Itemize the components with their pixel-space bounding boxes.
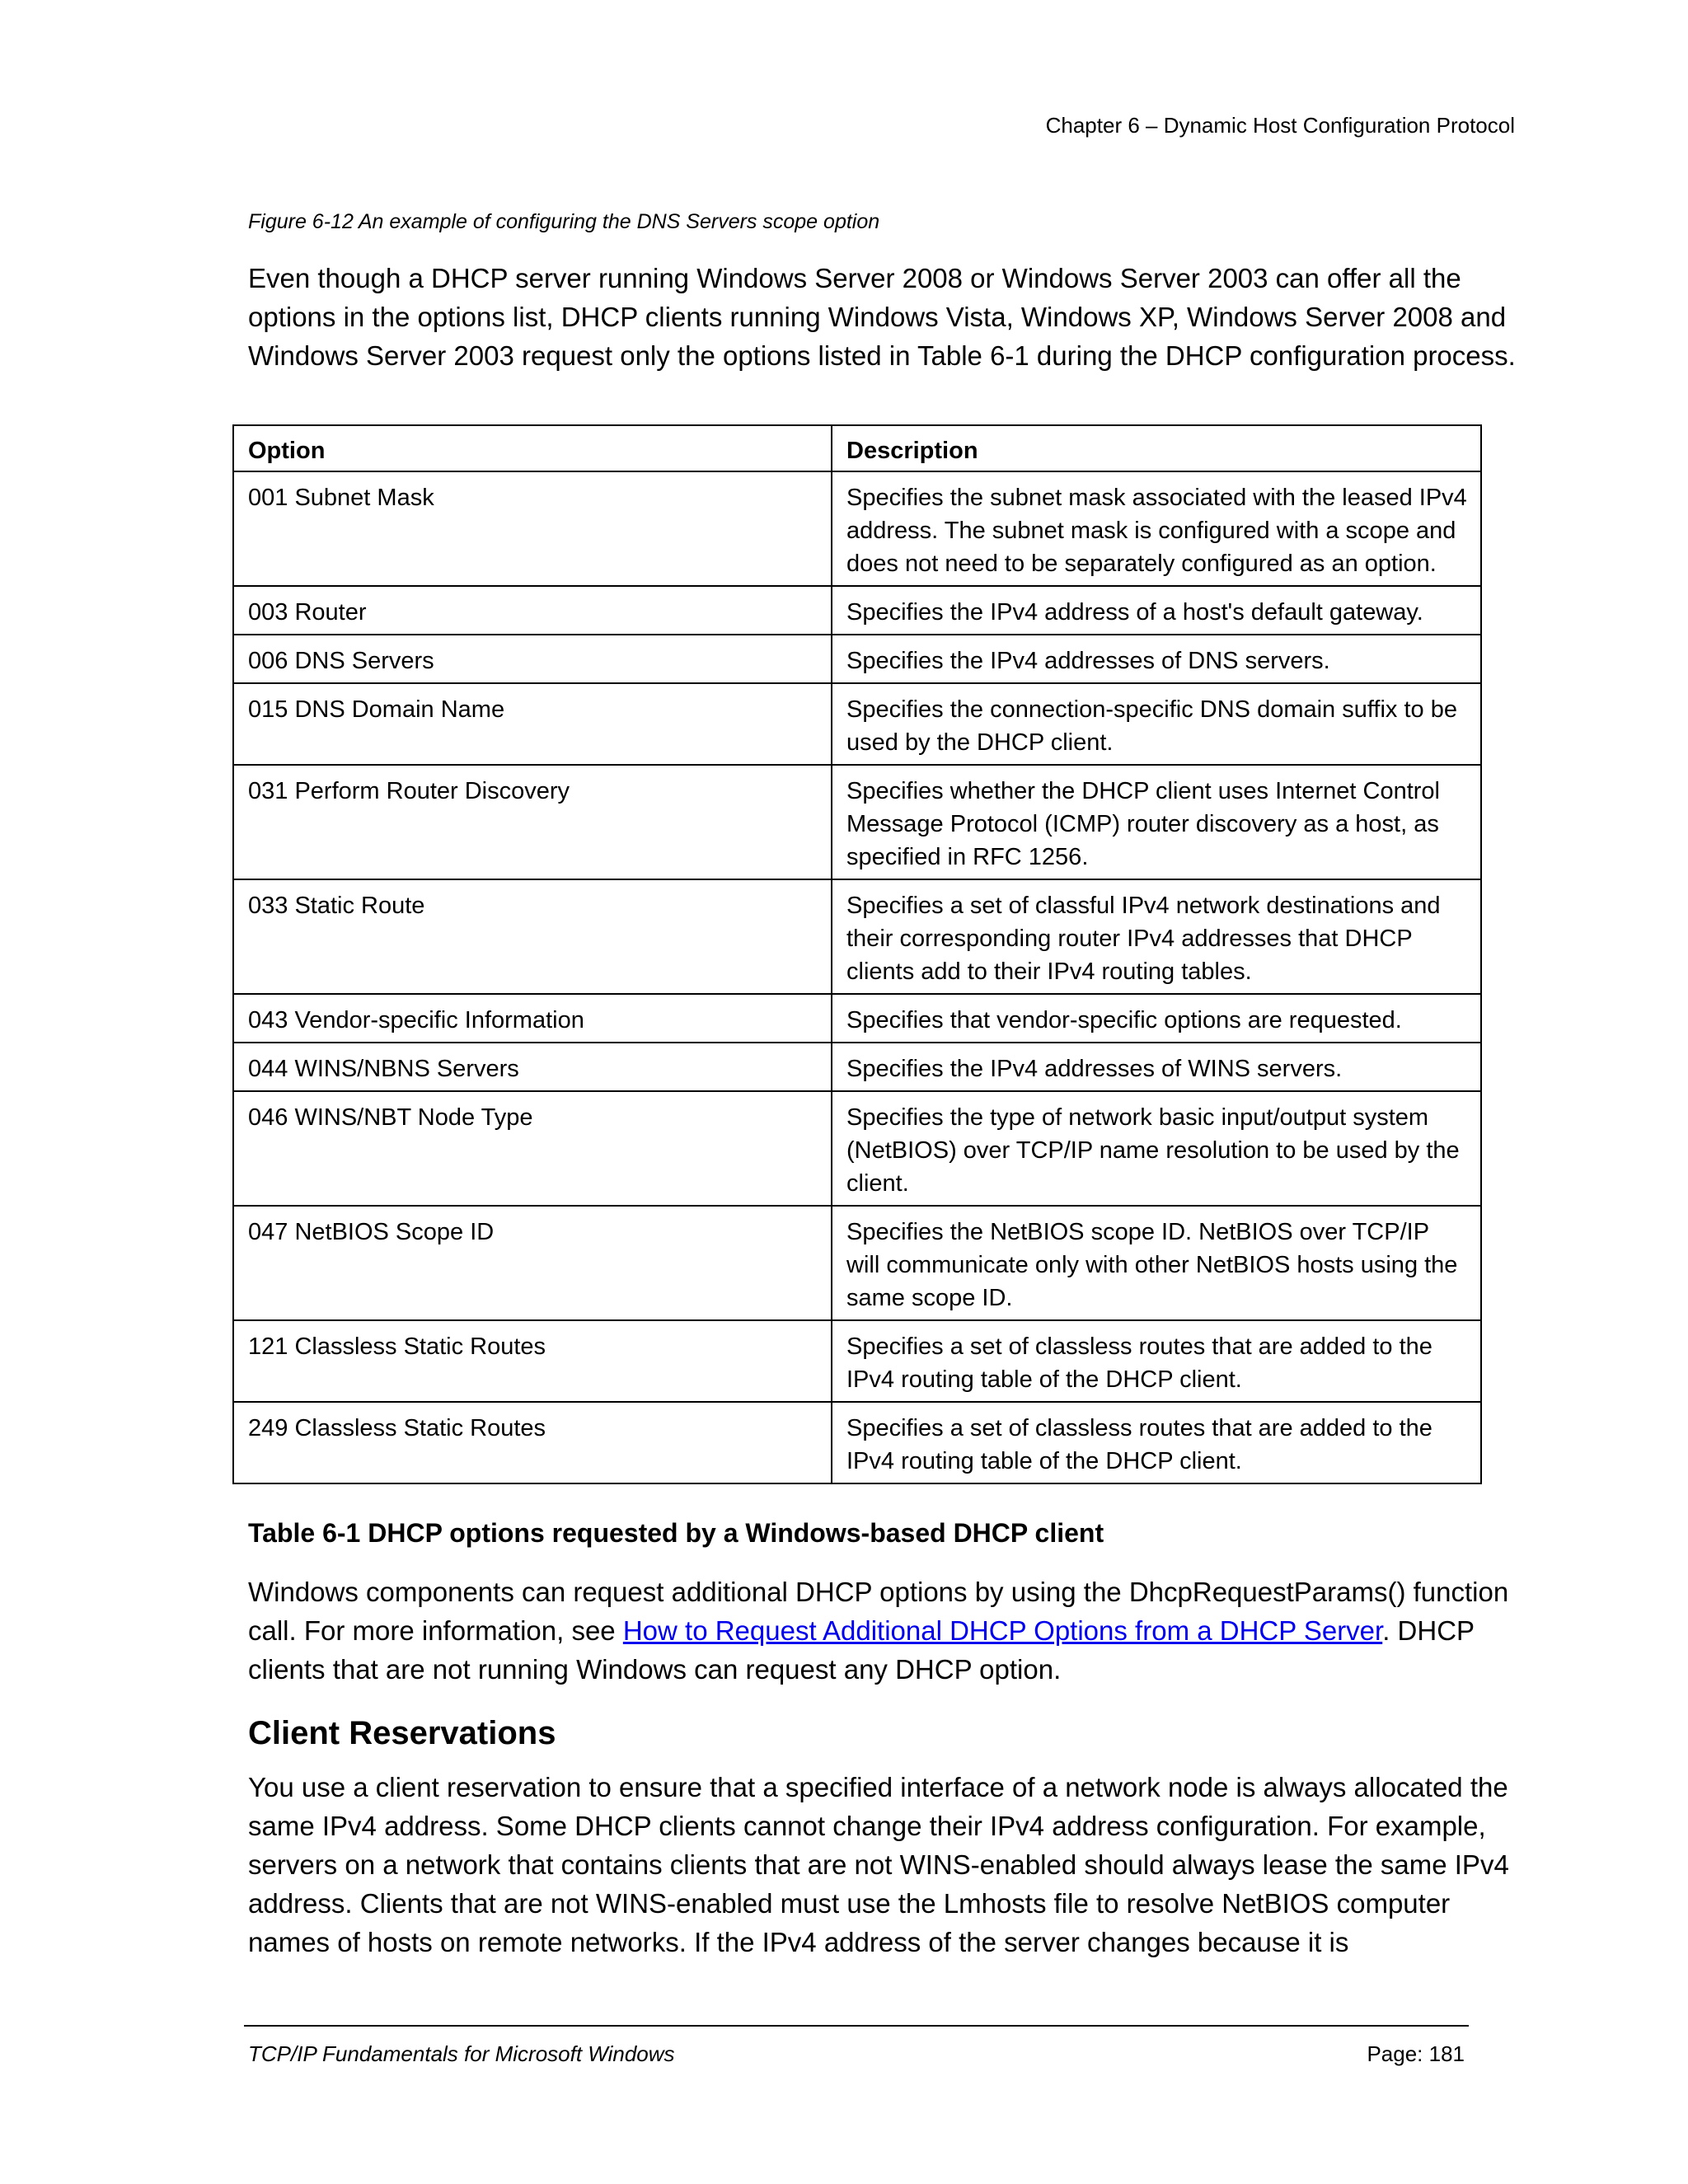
description-cell: Specifies the IPv4 addresses of DNS servers. (832, 635, 1481, 683)
table-row (233, 879, 1481, 994)
table-caption: Table 6-1 DHCP options requested by a Windows-based DHCP client (248, 1518, 1104, 1548)
option-cell: 249 Classless Static Routes (233, 1402, 832, 1483)
reservation-paragraph: You use a client reservation to ensure that a specified interface of a network node is always allocated the same IPv4 address. Some DHCP clients cannot change their IPv4 address configuration. For example, servers on a network that contains clients that are not WINS-enabled should always lease the same IPv4 address. Clients that are not WINS-enabled must use the Lmhosts file to resolve NetBIOS computer names of hosts on remote networks. If the IPv4 address of the server changes because it is (248, 1772, 1509, 1957)
table-row (233, 994, 1481, 1043)
table-row (233, 471, 1481, 586)
option-cell: 031 Perform Router Discovery (233, 765, 832, 879)
option-cell: 046 WINS/NBT Node Type (233, 1091, 832, 1206)
dhcp-options-help-link[interactable]: How to Request Additional DHCP Options from a DHCP Server (622, 1615, 1383, 1646)
option-cell: 044 WINS/NBNS Servers (233, 1043, 832, 1091)
description-cell: Specifies the connection-specific DNS domain suffix to be used by the DHCP client. (832, 683, 1481, 765)
description-cell: Specifies the NetBIOS scope ID. NetBIOS over TCP/IP will communicate only with other NetBIOS hosts using the same scope ID. (832, 1206, 1481, 1320)
option-cell: 121 Classless Static Routes (233, 1320, 832, 1402)
option-cell: 001 Subnet Mask (233, 471, 832, 586)
table-row (233, 1206, 1481, 1320)
description-cell: Specifies whether the DHCP client uses Internet Control Message Protocol (ICMP) router discovery as a host, as specified in RFC 1256. (832, 765, 1481, 879)
table-row (233, 635, 1481, 683)
chapter-header: Chapter 6 – Dynamic Host Configuration Protocol (1045, 113, 1515, 138)
description-column-header: Description (832, 425, 1481, 471)
option-cell: 033 Static Route (233, 879, 832, 994)
description-cell: Specifies that vendor-specific options are requested. (832, 994, 1481, 1043)
more-info-paragraph (248, 1572, 1517, 1689)
option-cell: 003 Router (233, 586, 832, 635)
option-cell: 043 Vendor-specific Information (233, 994, 832, 1043)
description-cell: Specifies a set of classless routes that are added to the IPv4 routing table of the DHCP client. (832, 1402, 1481, 1483)
table-row (233, 683, 1481, 765)
figure-caption: Figure 6-12 An example of configuring the DNS Servers scope option (248, 210, 880, 233)
section-heading: Client Reservations (248, 1715, 556, 1751)
footer-page-number: Page: 181 (1367, 2041, 1465, 2066)
description-cell: Specifies the type of network basic input/output system (NetBIOS) over TCP/IP name resolution to be used by the client. (832, 1091, 1481, 1206)
option-cell: 015 DNS Domain Name (233, 683, 832, 765)
description-cell: Specifies a set of classless routes that are added to the IPv4 routing table of the DHCP client. (832, 1320, 1481, 1402)
footer-divider (244, 2025, 1469, 2027)
table-header-row (233, 425, 1481, 471)
more-info-text-after: . DHCP clients that are not running Windows can request any DHCP option. (248, 1615, 1475, 1685)
intro-paragraph: Even though a DHCP server running Windows Server 2008 or Windows Server 2003 can offer all the options in the options list, DHCP clients running Windows Vista, Windows XP, Windows Server 2008 and Windows Server 2003 request only the options listed in Table 6-1 during the DHCP configuration process. (248, 263, 1516, 371)
table-row (233, 1043, 1481, 1091)
table-row (233, 765, 1481, 879)
option-cell: 047 NetBIOS Scope ID (233, 1206, 832, 1320)
table-row (233, 1091, 1481, 1206)
table-row (233, 586, 1481, 635)
description-cell: Specifies a set of classful IPv4 network destinations and their corresponding router IPv4 addresses that DHCP clients add to their IPv4 routing tables. (832, 879, 1481, 994)
description-cell: Specifies the IPv4 address of a host's default gateway. (832, 586, 1481, 635)
description-cell: Specifies the IPv4 addresses of WINS servers. (832, 1043, 1481, 1091)
option-cell: 006 DNS Servers (233, 635, 832, 683)
table-row (233, 1402, 1481, 1483)
table-row (233, 1320, 1481, 1402)
option-column-header: Option (233, 425, 832, 471)
footer-book-title: TCP/IP Fundamentals for Microsoft Windows (248, 2041, 675, 2066)
more-info-text-before: Windows components can request additional DHCP options by using the DhcpRequestParams() function call. For more information, see (248, 1577, 1509, 1646)
dhcp-options-table (232, 424, 1482, 1484)
description-cell: Specifies the subnet mask associated with the leased IPv4 address. The subnet mask is configured with a scope and does not need to be separately configured as an option. (832, 471, 1481, 586)
